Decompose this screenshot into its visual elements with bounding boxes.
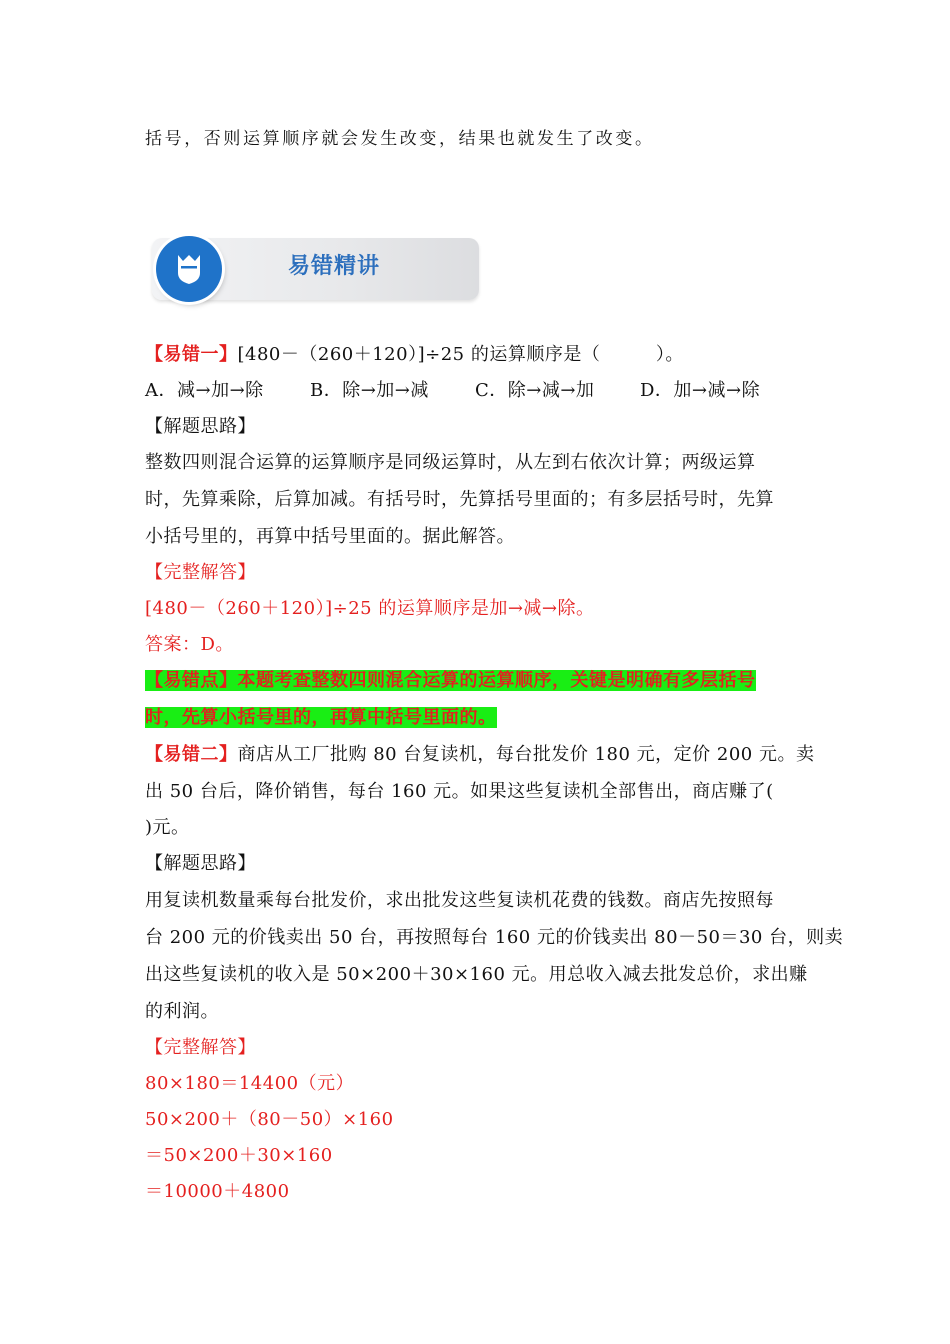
q1-approach-heading: 【解题思路】 (145, 416, 256, 437)
q1-solution-line: [480－（260＋120）]÷25 的运算顺序是加→减→除。 (145, 598, 595, 619)
q1-error-point-cont (145, 706, 497, 730)
q1-option-a: A．减→加→除 (145, 380, 264, 401)
q2-question-line: 出 50 台后，降价销售，每台 160 元。如果这些复读机全部售出，商店赚了( (145, 781, 774, 802)
q1-tag: 【易错一】 (145, 344, 238, 365)
q1-error-point (145, 669, 756, 693)
q1-solution-heading: 【完整解答】 (145, 562, 256, 583)
q2-solution-line: ＝50×200＋30×160 (145, 1145, 333, 1166)
q2-text: 商店从工厂批购 80 台复读机，每台批发价 180 元，定价 200 元。卖 (237, 744, 815, 765)
q1-options (145, 379, 760, 403)
q1-option-c: C．除→减→加 (475, 380, 595, 401)
q2-approach-line: 用复读机数量乘每台批发价，求出批发这些复读机花费的钱数。商店先按照每 (145, 890, 774, 911)
q2-tag: 【易错二】 (145, 744, 238, 765)
q1-error-point-tag: 【易错点】 (145, 670, 238, 691)
q2-solution-line: 50×200＋（80－50）×160 (145, 1109, 394, 1130)
q1-answer: 答案：D。 (145, 634, 234, 655)
section-badge (156, 236, 222, 302)
q2-question (145, 743, 814, 767)
q1-approach-line: 整数四则混合运算的运算顺序是同级运算时，从左到右依次计算；两级运算 (145, 452, 756, 473)
shield-crown-icon (175, 253, 203, 285)
q1-error-point-text-2: 时，先算小括号里的，再算中括号里面的。 (145, 707, 497, 728)
q2-solution-heading: 【完整解答】 (145, 1037, 256, 1058)
q1-option-b: B．除→加→减 (310, 380, 429, 401)
q2-approach-line: 台 200 元的价钱卖出 50 台，再按照每台 160 元的价钱卖出 80－50＝30 台，则卖 (145, 927, 844, 948)
intro-text: 括号，否则运算顺序就会发生改变，结果也就发生了改变。 (145, 129, 655, 149)
q2-solution-line: ＝10000＋4800 (145, 1181, 290, 1202)
q2-approach-line: 出这些复读机的收入是 50×200＋30×160 元。用总收入减去批发总价，求出赚 (145, 964, 808, 985)
q2-solution-line: 80×180＝14400（元） (145, 1073, 355, 1094)
q1-question (145, 343, 684, 367)
q1-option-d: D．加→减→除 (640, 380, 761, 401)
q2-question-line: )元。 (145, 817, 190, 838)
q1-approach-line: 时，先算乘除，后算加减。有括号时，先算括号里面的；有多层括号时，先算 (145, 489, 774, 510)
q2-approach-heading: 【解题思路】 (145, 853, 256, 874)
q1-text: [480－（260＋120）]÷25 的运算顺序是（ ）。 (237, 344, 684, 365)
q2-approach-line: 的利润。 (145, 1001, 219, 1022)
section-title: 易错精讲 (288, 254, 381, 279)
q1-approach-line: 小括号里的，再算中括号里面的。据此解答。 (145, 526, 515, 547)
q1-error-point-text: 本题考查整数四则混合运算的运算顺序，关键是明确有多层括号 (237, 670, 756, 691)
